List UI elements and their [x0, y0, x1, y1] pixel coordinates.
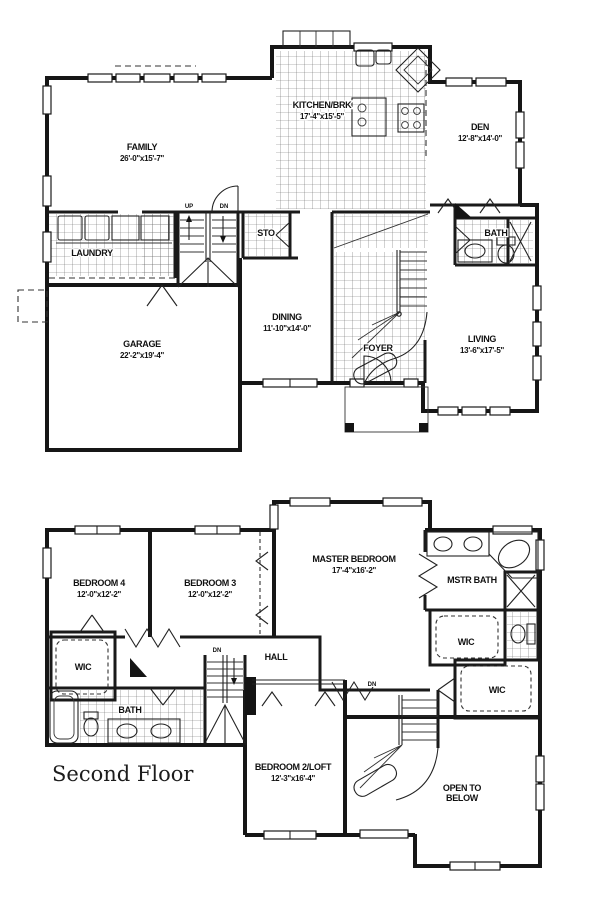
- storage-label: STO: [257, 228, 275, 238]
- bath2-label: BATH: [118, 705, 142, 715]
- open-below-label-1: OPEN TO: [442, 783, 482, 793]
- first-floor-plan: [18, 31, 541, 450]
- wall-stub: [245, 677, 256, 715]
- garage-label: GARAGE: [123, 339, 161, 349]
- den-dims: 12'-8"x14'-0": [458, 134, 502, 143]
- main-staircase: [178, 186, 238, 287]
- porch-post-right: [419, 423, 428, 432]
- garage-dims: 22'-2"x19'-4": [120, 351, 164, 360]
- bay-window-mullions: [300, 31, 333, 47]
- bath1-label: BATH: [484, 228, 508, 238]
- bedroom2-side-walls: [245, 680, 345, 835]
- dining-label: DINING: [272, 312, 302, 322]
- dining-dims: 11'-10"x14'-0": [263, 324, 311, 333]
- mstr-closet-x: [507, 575, 535, 607]
- bedroom4-dims: 12'-0"x12'-2": [77, 590, 121, 599]
- hall-door-wedge: [130, 658, 147, 677]
- br3-closet-doors: [256, 552, 268, 624]
- wic2-label: WIC: [488, 685, 506, 695]
- second-floor-staircase: [205, 655, 245, 743]
- stair2-dn-label: DN: [212, 648, 222, 654]
- master-label: MASTER BEDROOM: [312, 554, 396, 564]
- mstrbath-opening-zigzag: [419, 554, 437, 598]
- bedroom2-opening-header: [252, 680, 345, 684]
- family-dims: 26'-0"x15'-7": [120, 154, 164, 163]
- laundry-label: LAUNDRY: [71, 248, 113, 258]
- hall-opening-zigzag: [125, 629, 180, 647]
- wic-hall-label: WIC: [74, 662, 92, 672]
- bedroom2-opening-marks: [262, 692, 335, 706]
- foyer-label: FOYER: [363, 343, 393, 353]
- stair3-dn-label: DN: [367, 682, 377, 688]
- porch-outline: [345, 387, 428, 432]
- kitchen-bay-window: [283, 31, 350, 47]
- den-label: DEN: [470, 122, 490, 132]
- stair-up-label: UP: [184, 204, 194, 210]
- second-floor-title: Second Floor: [52, 762, 194, 786]
- open-below-label-2: BELOW: [446, 793, 478, 803]
- stair-dn-label: DN: [219, 204, 229, 210]
- hall-label: HALL: [264, 652, 288, 662]
- living-dims: 13'-6"x17'-5": [460, 346, 504, 355]
- foyer-tile-floor: [334, 252, 425, 381]
- bedroom2-dims: 12'-3"x16'-4": [271, 774, 315, 783]
- wic-hall-door: [80, 615, 104, 632]
- mstrbath-label: MSTR BATH: [447, 575, 497, 585]
- front-door-sidelight-right: [404, 379, 418, 387]
- kitchen-dims: 17'-4"x15'-5": [300, 112, 344, 121]
- mstrbath-walls: [425, 530, 505, 610]
- bedroom2-label: BEDROOM 2/LOFT: [254, 762, 332, 772]
- front-door-sidelight-left: [350, 379, 364, 387]
- bedroom3-label: BEDROOM 3: [184, 578, 236, 588]
- kitchen-label: KITCHEN/BRK: [292, 100, 352, 110]
- master-dims: 17'-4"x16'-2": [332, 566, 376, 575]
- mudhall-tile-floor: [142, 214, 175, 276]
- kitchen-tile-floor: [276, 51, 426, 209]
- garage-door-swing: [147, 285, 177, 306]
- porch-post-left: [345, 423, 354, 432]
- second-floor-plan: [43, 498, 544, 870]
- curved-staircase-f2: [351, 690, 438, 800]
- wic1-label: WIC: [457, 637, 475, 647]
- family-label: FAMILY: [126, 142, 158, 152]
- bedroom3-dims: 12'-0"x12'-2": [188, 590, 232, 599]
- optional-bay-dashed: [18, 290, 47, 322]
- bedroom4-label: BEDROOM 4: [73, 578, 125, 588]
- living-label: LIVING: [467, 334, 497, 344]
- wic2-door: [438, 678, 455, 702]
